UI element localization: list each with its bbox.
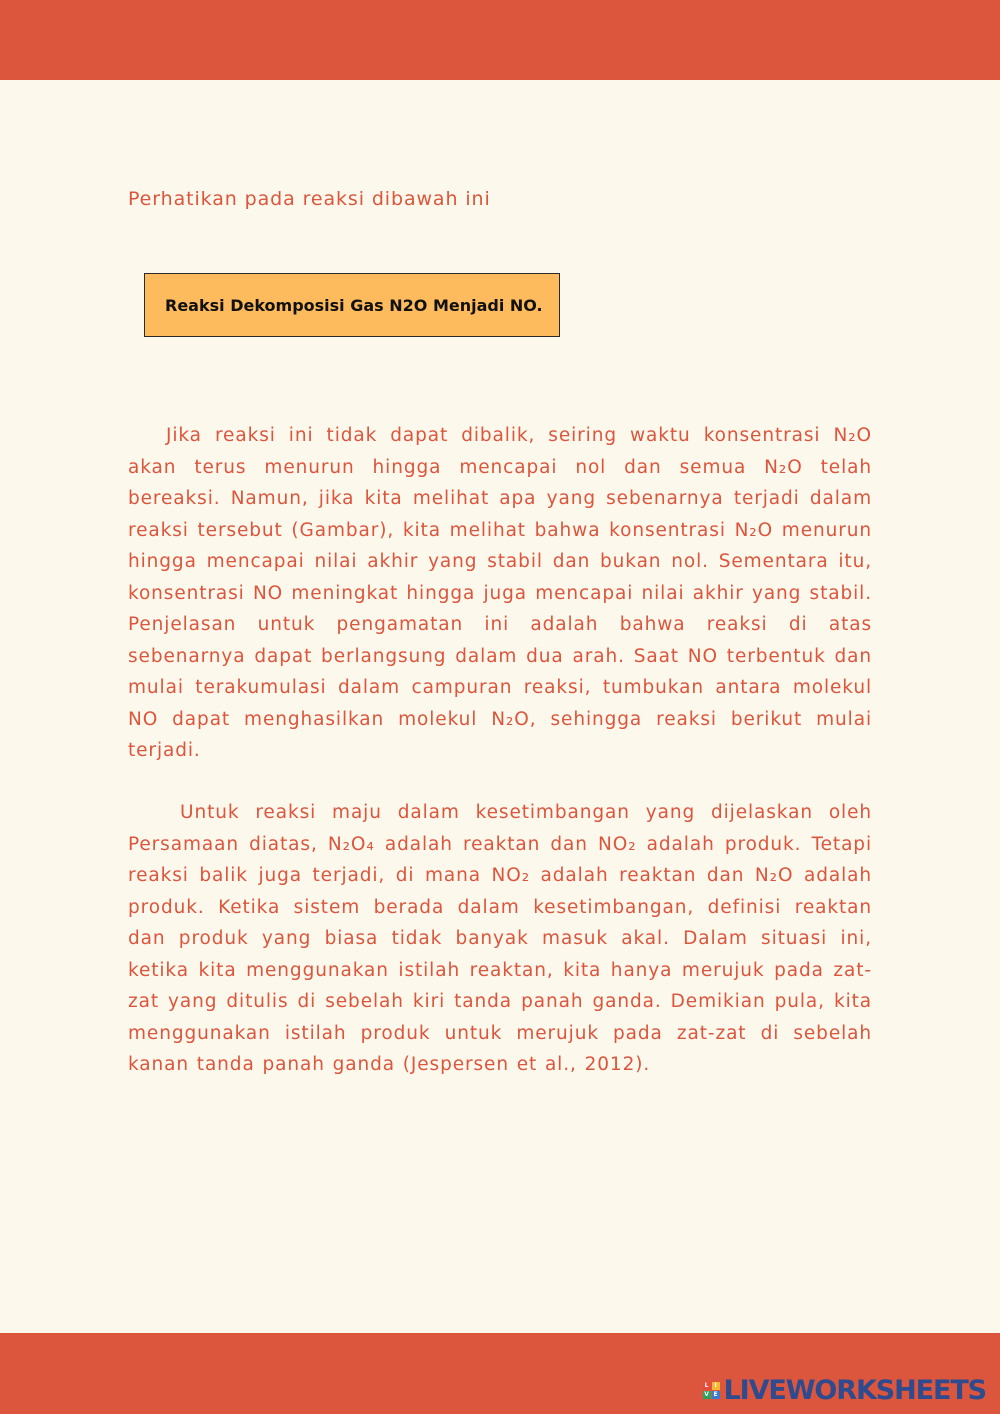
header-bar bbox=[0, 0, 1000, 80]
intro-text: Perhatikan pada reaksi dibawah ini bbox=[128, 188, 491, 210]
reaction-title: Reaksi Dekomposisi Gas N2O Menjadi NO. bbox=[165, 296, 543, 315]
reaction-title-box bbox=[144, 273, 560, 337]
logo-text: LIVEWORKSHEETS bbox=[723, 1374, 986, 1406]
logo-letter: E bbox=[713, 1390, 718, 1398]
logo-letter: I bbox=[712, 1382, 720, 1390]
live-mark-icon bbox=[703, 1382, 720, 1399]
liveworksheets-logo[interactable] bbox=[703, 1375, 986, 1405]
logo-letter: V bbox=[704, 1390, 709, 1398]
paragraph-2: Untuk reaksi maju dalam kesetimbangan yang dijelaskan oleh Persamaan diatas, N₂O₄ adalah reaktan dan NO₂ adalah produk. Tetapi reaksi balik juga terjadi, di mana NO₂ adalah reaktan dan N₂O adalah produk. Ketika sistem berada dalam kesetimbangan, definisi reaktan dan produk yang biasa tidak banyak masuk akal. Dalam situasi ini, ketika kita menggunakan istilah reaktan, kita hanya merujuk pada zat-zat yang ditulis di sebelah kiri tanda panah ganda. Demikian pula, kita menggunakan istilah produk untuk merujuk pada zat-zat di sebelah kanan tanda panah ganda (Jespersen et al., 2012). bbox=[128, 802, 872, 1075]
logo-letter: L bbox=[703, 1382, 711, 1390]
paragraph-1: Jika reaksi ini tidak dapat dibalik, seiring waktu konsentrasi N₂O akan terus menurun hingga mencapai nol dan semua N₂O telah bereaksi. Namun, jika kita melihat apa yang sebenarnya terjadi dalam reaksi tersebut (Gambar), kita melihat bahwa konsentrasi N₂O menurun hingga mencapai nilai akhir yang stabil dan bukan nol. Sementara itu, konsentrasi NO meningkat hingga juga mencapai nilai akhir yang stabil. Penjelasan untuk pengamatan ini adalah bahwa reaksi di atas sebenarnya dapat berlangsung dalam dua arah. Saat NO terbentuk dan mulai terakumulasi dalam campuran reaksi, tumbukan antara molekul NO dapat menghasilkan molekul N₂O, sehingga reaksi berikut mulai terjadi. bbox=[128, 425, 872, 761]
